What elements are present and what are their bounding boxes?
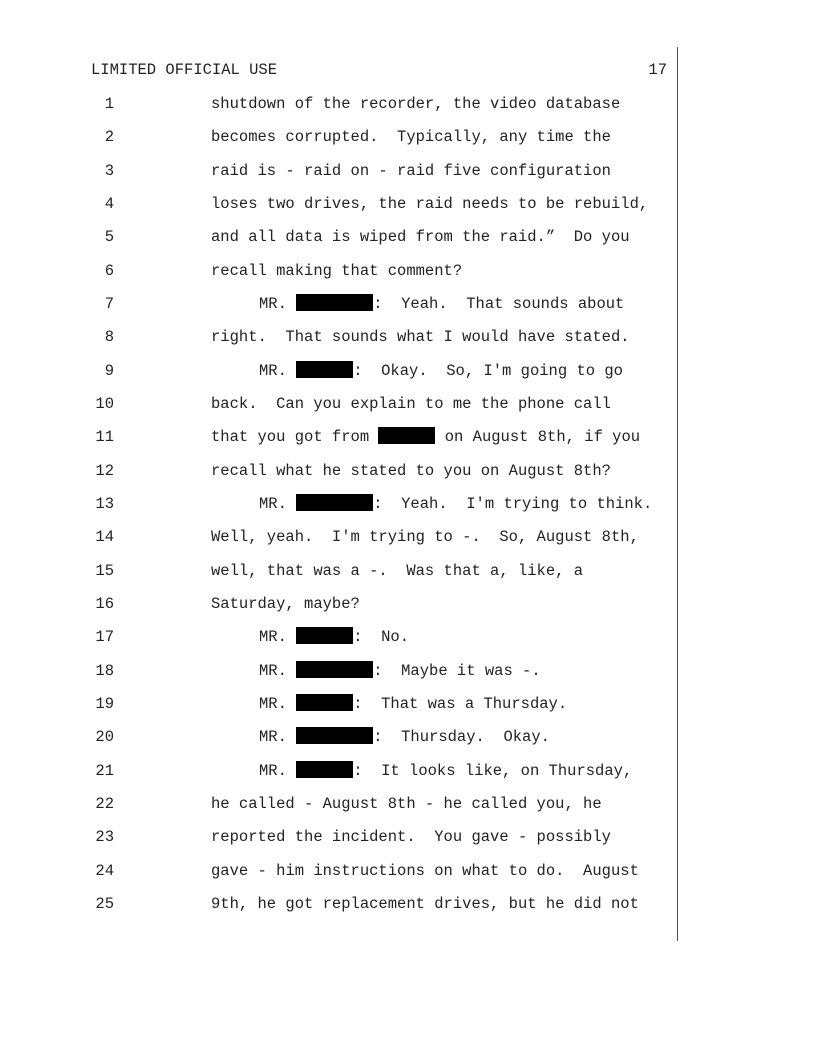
line-text: 9th, he got replacement drives, but he did not — [211, 895, 639, 913]
speaker-text: : Thursday. Okay. — [373, 728, 550, 746]
line-number: 22 — [95, 795, 114, 813]
line-number: 20 — [95, 728, 114, 746]
speaker-line — [259, 294, 624, 314]
speaker-text: : It looks like, on Thursday, — [353, 762, 633, 780]
line-number: 8 — [104, 328, 114, 346]
speaker-line — [259, 761, 632, 781]
speaker-prefix: MR. — [259, 628, 297, 646]
line-number: 17 — [95, 628, 114, 646]
speaker-prefix: MR. — [259, 662, 297, 680]
line-text: well, that was a -. Was that a, like, a — [211, 562, 584, 580]
line-number: 16 — [95, 595, 114, 613]
line-number: 7 — [104, 295, 114, 313]
line-text: recall making that comment? — [211, 262, 463, 280]
line-text: he called - August 8th - he called you, he — [211, 795, 602, 813]
line-number: 19 — [95, 695, 114, 713]
text-before-redaction: that you got from — [211, 428, 379, 446]
speaker-line — [259, 694, 567, 714]
line-number: 11 — [95, 428, 114, 446]
line-number: 15 — [95, 562, 114, 580]
line-text: and all data is wiped from the raid.” Do you — [211, 228, 630, 246]
speaker-text: : That was a Thursday. — [353, 695, 568, 713]
redaction-box — [296, 727, 373, 744]
line-text: recall what he stated to you on August 8th? — [211, 462, 611, 480]
redaction-box — [296, 494, 373, 511]
speaker-text: : Maybe it was -. — [373, 662, 541, 680]
line-text: shutdown of the recorder, the video database — [211, 95, 621, 113]
line-text: becomes corrupted. Typically, any time the — [211, 128, 611, 146]
line-text: loses two drives, the raid needs to be rebuild, — [211, 195, 649, 213]
speaker-line — [259, 661, 541, 681]
line-text: Well, yeah. I'm trying to -. So, August 8th, — [211, 528, 639, 546]
line-text-with-redaction — [211, 427, 640, 447]
redaction-box — [296, 761, 353, 778]
line-number: 13 — [95, 495, 114, 513]
line-number: 10 — [95, 395, 114, 413]
redaction-box — [296, 294, 373, 311]
line-number: 4 — [104, 195, 114, 213]
speaker-prefix: MR. — [259, 295, 297, 313]
speaker-line — [259, 494, 652, 514]
line-number: 2 — [104, 128, 114, 146]
speaker-line — [259, 361, 623, 381]
speaker-text: : Okay. So, I'm going to go — [353, 362, 623, 380]
speaker-prefix: MR. — [259, 762, 297, 780]
redaction-box — [296, 661, 373, 678]
speaker-text: : No. — [353, 628, 410, 646]
redaction-box — [296, 694, 353, 711]
speaker-prefix: MR. — [259, 362, 297, 380]
line-number: 6 — [104, 262, 114, 280]
speaker-text: : Yeah. That sounds about — [373, 295, 625, 313]
line-text: right. That sounds what I would have stated. — [211, 328, 630, 346]
line-text: reported the incident. You gave - possibly — [211, 828, 611, 846]
line-number: 25 — [95, 895, 114, 913]
line-number: 5 — [104, 228, 114, 246]
line-number: 23 — [95, 828, 114, 846]
redaction-box — [296, 627, 353, 644]
line-text: gave - him instructions on what to do. August — [211, 862, 639, 880]
line-number: 24 — [95, 862, 114, 880]
line-number: 18 — [95, 662, 114, 680]
speaker-text: : Yeah. I'm trying to think. — [373, 495, 653, 513]
line-text: Saturday, maybe? — [211, 595, 360, 613]
line-number: 21 — [95, 762, 114, 780]
speaker-prefix: MR. — [259, 728, 297, 746]
speaker-prefix: MR. — [259, 495, 297, 513]
line-number: 1 — [104, 95, 114, 113]
line-number: 14 — [95, 528, 114, 546]
speaker-prefix: MR. — [259, 695, 297, 713]
text-after-redaction: on August 8th, if you — [435, 428, 641, 446]
line-text: raid is - raid on - raid five configuration — [211, 162, 611, 180]
speaker-line — [259, 627, 409, 647]
header-classification: LIMITED OFFICIAL USE — [91, 61, 278, 79]
line-number: 3 — [104, 162, 114, 180]
line-number: 9 — [104, 362, 114, 380]
page-number: 17 — [648, 61, 667, 79]
redaction-box — [296, 361, 353, 378]
line-number: 12 — [95, 462, 114, 480]
speaker-line — [259, 727, 550, 747]
line-text: back. Can you explain to me the phone call — [211, 395, 611, 413]
redaction-box — [378, 427, 435, 444]
right-margin-rule — [677, 47, 678, 941]
